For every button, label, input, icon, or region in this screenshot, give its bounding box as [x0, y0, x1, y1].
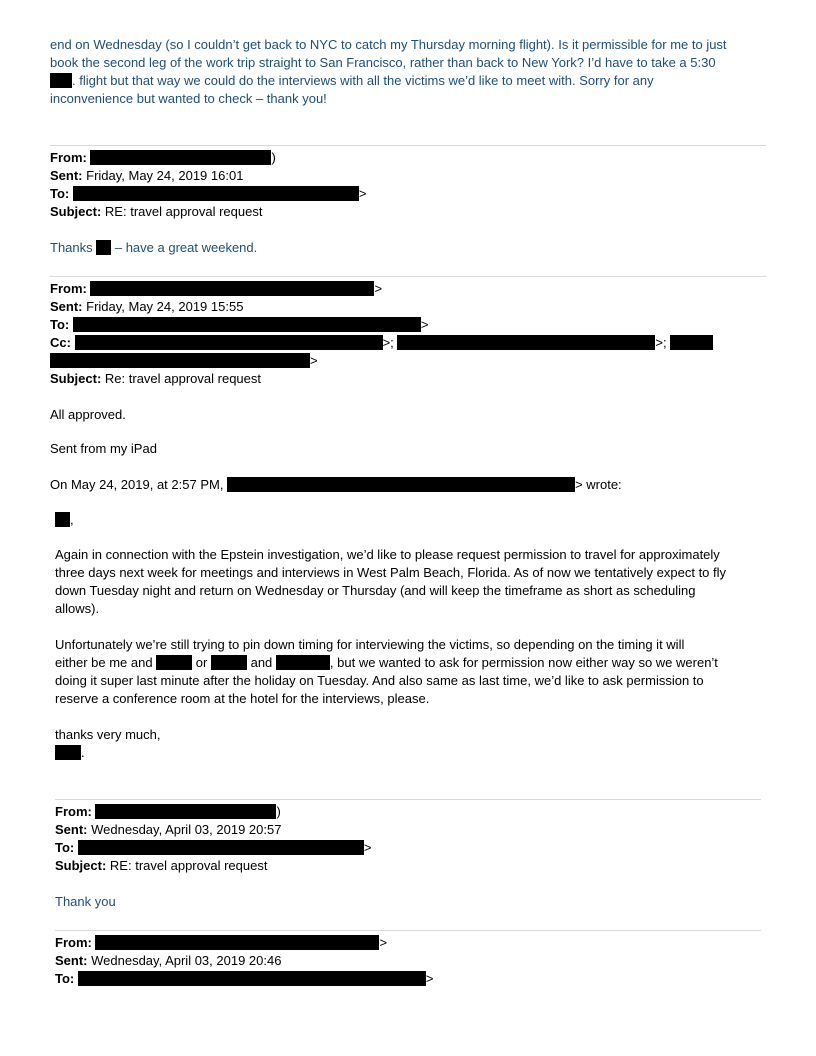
email2-from: From: > [50, 281, 383, 296]
email2-sent: Sent: Friday, May 24, 2019 15:55 [50, 299, 244, 314]
redaction [50, 353, 310, 368]
email3-sent: Sent: Wednesday, April 03, 2019 20:57 [55, 822, 282, 837]
email2-body-2: Sent from my iPad [50, 441, 157, 456]
redaction [73, 317, 421, 332]
divider [55, 930, 761, 931]
intro-line-1: end on Wednesday (so I couldn’t get back to NYC to catch my Thursday morning flight). Is it permissible for me to just [50, 37, 727, 52]
email3-from: From: ) [55, 804, 281, 819]
email1-to: To: > [50, 186, 367, 201]
email4-sent: Sent: Wednesday, April 03, 2019 20:46 [55, 953, 282, 968]
quoted-greeting: , [55, 511, 74, 529]
email1-body: Thanks – have a great weekend. [50, 240, 258, 255]
redaction [78, 840, 364, 855]
redaction [397, 335, 655, 350]
redaction [75, 335, 383, 350]
quoted-p2-line-3: doing it super last minute after the holiday on Tuesday. And also same as last time, we’d like to ask permission to [55, 673, 704, 688]
redaction [78, 971, 426, 986]
email1-from: From: ) [50, 150, 276, 165]
email4-from: From: > [55, 935, 388, 950]
email3-to: To: > [55, 840, 372, 855]
redaction [95, 935, 379, 950]
redaction [670, 335, 713, 350]
redaction [55, 512, 70, 527]
quoted-p1-line-3: down Tuesday night and return on Wednesday or Thursday (and will keep the timeframe as short as scheduling [55, 583, 696, 598]
intro-line-3: . flight but that way we could do the interviews with all the victims we’d like to meet with. Sorry for any [50, 72, 654, 90]
redaction [90, 281, 374, 296]
redaction [211, 655, 247, 670]
redaction [156, 655, 192, 670]
quoted-p1-line-2: three days next week for meetings and interviews in West Palm Beach, Florida. As of now we tentatively expect to fly [55, 565, 727, 580]
divider [50, 276, 766, 277]
email3-body: Thank you [55, 894, 116, 909]
email2-subject: Subject: Re: travel approval request [50, 371, 262, 386]
quoted-p2-line-1: Unfortunately we’re still trying to pin down timing for interviewing the victims, so depending on the timing it will [55, 637, 685, 652]
email4-to: To: > [55, 971, 434, 986]
quoted-signature: . [55, 744, 85, 762]
divider [50, 145, 766, 146]
email1-subject: Subject: RE: travel approval request [50, 204, 263, 219]
redaction [73, 186, 359, 201]
quoted-p2-line-2: either be me and or and , but we wanted to ask for permission now either way so we weren’t [55, 655, 718, 670]
email2-cc-cont: > [50, 352, 318, 370]
intro-line-2: book the second leg of the work trip straight to San Francisco, rather than back to New York? I’d have to take a 5:30 [50, 55, 716, 70]
redaction [50, 73, 72, 88]
redaction [227, 477, 575, 492]
email1-sent: Sent: Friday, May 24, 2019 16:01 [50, 168, 244, 183]
quoted-p2-line-4: reserve a conference room at the hotel for the interviews, please. [55, 691, 430, 706]
quoted-p1-line-1: Again in connection with the Epstein investigation, we’d like to please request permission to travel for approximately [55, 547, 720, 562]
quote-intro: On May 24, 2019, at 2:57 PM, > wrote: [50, 477, 622, 492]
redaction [276, 655, 330, 670]
redaction [95, 804, 276, 819]
email2-cc: Cc: >; >; [50, 334, 713, 352]
redaction [90, 150, 271, 165]
quoted-closing: thanks very much, [55, 727, 161, 742]
quoted-p1-line-4: allows). [55, 601, 100, 616]
email3-subject: Subject: RE: travel approval request [55, 858, 268, 873]
redaction [96, 240, 111, 255]
intro-line-4: inconvenience but wanted to check – thank you! [50, 91, 327, 106]
email2-to: To: > [50, 317, 429, 332]
email2-body-1: All approved. [50, 407, 126, 422]
divider [55, 799, 761, 800]
redaction [55, 745, 81, 760]
